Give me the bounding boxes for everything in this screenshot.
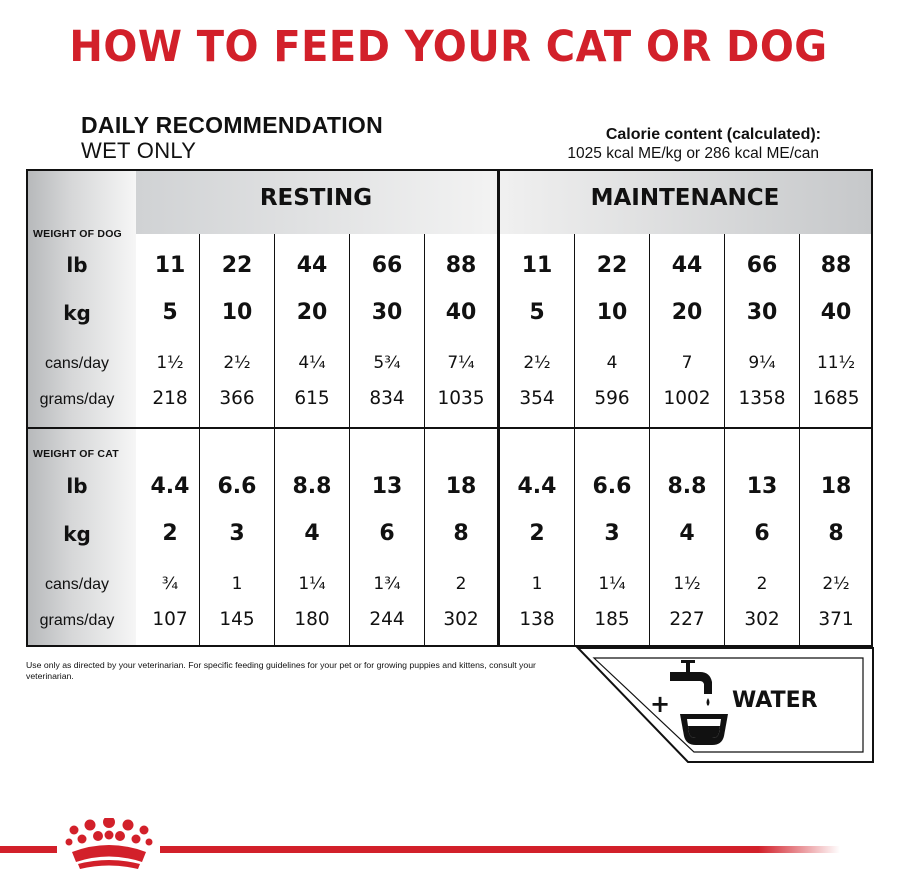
cat-grams-cell: 107 (152, 609, 188, 630)
dog-grams-cell: 354 (519, 388, 555, 409)
dog-grams-cell: 1002 (663, 388, 711, 409)
cat-kg-cell: 3 (229, 521, 245, 546)
cat-cans-cell: 1¼ (298, 574, 326, 594)
cat-grams-cell: 227 (669, 609, 705, 630)
cat-grams-cell: 138 (519, 609, 555, 630)
cat-cans-cell: 1¼ (598, 574, 626, 594)
dog-section-label: WEIGHT OF DOG (33, 228, 122, 240)
cat-cans-cell: 2½ (822, 574, 850, 594)
dog-grams-cell: 366 (219, 388, 255, 409)
dog-kg-cell: 5 (162, 300, 178, 325)
wet-only-subheading: WET ONLY (81, 138, 197, 163)
cat-grams-cell: 302 (744, 609, 780, 630)
cat-cans-cell: 1½ (673, 574, 701, 594)
dog-kg-cell: 30 (371, 300, 403, 325)
footer-red-line-right (160, 846, 840, 853)
cat-lb-cell: 6.6 (592, 474, 632, 499)
dog-grams-label: grams/day (39, 391, 115, 408)
cat-kg-cell: 6 (379, 521, 395, 546)
dog-lb-cell: 44 (296, 253, 328, 278)
dog-cans-cell: 7¼ (447, 353, 475, 373)
cat-cans-cell: 1 (231, 574, 243, 594)
cat-cans-cell: 2 (756, 574, 768, 594)
cat-kg-cell: 3 (604, 521, 620, 546)
cat-cans-cell: 1¾ (373, 574, 401, 594)
dog-cans-cell: 11½ (816, 353, 856, 373)
dog-cans-cell: 9¼ (748, 353, 776, 373)
cat-lb-cell: 6.6 (217, 474, 257, 499)
cat-cans-cell: 2 (455, 574, 467, 594)
cat-section-label: WEIGHT OF CAT (33, 448, 119, 460)
dog-lb-cell: 88 (445, 253, 477, 278)
dog-lb-cell: 66 (746, 253, 778, 278)
cat-grams-cell: 145 (219, 609, 255, 630)
calorie-content-label: Calorie content (calculated): (605, 126, 821, 143)
dog-grams-cell: 596 (594, 388, 630, 409)
cat-grams-cell: 185 (594, 609, 630, 630)
dog-cans-label: cans/day (44, 355, 110, 372)
cat-grams-cell: 371 (818, 609, 854, 630)
dog-grams-cell: 1035 (437, 388, 485, 409)
cat-lb-cell: 4.4 (517, 474, 557, 499)
dog-kg-cell: 40 (445, 300, 477, 325)
dog-kg-cell: 10 (221, 300, 253, 325)
dog-grams-cell: 615 (294, 388, 330, 409)
plus-sign: + (650, 690, 671, 718)
water-label: WATER (732, 688, 818, 713)
cat-lb-cell: 18 (445, 474, 477, 499)
dog-lb-cell: 22 (596, 253, 628, 278)
dog-cans-cell: 1½ (156, 353, 184, 373)
dog-cans-cell: 2½ (523, 353, 551, 373)
cat-kg-cell: 4 (304, 521, 320, 546)
cat-cans-cell: ¾ (161, 574, 179, 594)
dog-lb-cell: 11 (521, 253, 553, 278)
cat-grams-cell: 244 (369, 609, 405, 630)
dog-lb-cell: 44 (671, 253, 703, 278)
dog-cans-cell: 4¼ (298, 353, 326, 373)
dog-kg-cell: 20 (296, 300, 328, 325)
cat-lb-cell: 18 (820, 474, 852, 499)
page-title: HOW TO FEED YOUR CAT OR DOG (69, 22, 828, 72)
dog-lb-label: lb (66, 253, 88, 277)
dog-kg-cell: 10 (596, 300, 628, 325)
dog-grams-cell: 218 (152, 388, 188, 409)
cat-lb-cell: 4.4 (150, 474, 190, 499)
dog-kg-cell: 40 (820, 300, 852, 325)
dog-lb-cell: 66 (371, 253, 403, 278)
royal-crown-logo (58, 818, 160, 874)
dog-lb-cell: 22 (221, 253, 253, 278)
footer-red-line-left (0, 846, 57, 853)
dog-grams-cell: 1685 (812, 388, 860, 409)
dog-kg-cell: 30 (746, 300, 778, 325)
dog-grams-cell: 1358 (738, 388, 786, 409)
cat-kg-cell: 8 (453, 521, 469, 546)
cat-lb-cell: 13 (371, 474, 403, 499)
cat-kg-cell: 6 (754, 521, 770, 546)
dog-cans-cell: 5¾ (373, 353, 401, 373)
water-panel-outline (578, 648, 873, 762)
maintenance-header: MAINTENANCE (590, 185, 780, 211)
cat-kg-cell: 2 (162, 521, 178, 546)
dog-grams-cell: 834 (369, 388, 405, 409)
cat-cans-label: cans/day (44, 576, 110, 593)
dog-lb-cell: 88 (820, 253, 852, 278)
cat-lb-cell: 8.8 (292, 474, 332, 499)
resting-header: RESTING (259, 185, 373, 211)
dog-cans-cell: 2½ (223, 353, 251, 373)
cat-grams-cell: 302 (443, 609, 479, 630)
dog-kg-label: kg (63, 301, 91, 325)
cat-kg-cell: 8 (828, 521, 844, 546)
cat-grams-label: grams/day (39, 612, 115, 629)
cat-cans-cell: 1 (531, 574, 543, 594)
cat-kg-cell: 2 (529, 521, 545, 546)
cat-kg-label: kg (63, 522, 91, 546)
cat-lb-label: lb (66, 474, 88, 498)
calorie-content-values: 1025 kcal ME/kg or 286 kcal ME/can (567, 145, 819, 162)
footnote: Use only as directed by your veterinarian. For specific feeding guidelines for your pet or for growing puppies and kittens, consult your veterinarian. (26, 660, 536, 681)
cat-lb-cell: 8.8 (667, 474, 707, 499)
dog-cans-cell: 4 (606, 353, 618, 373)
dog-kg-cell: 5 (529, 300, 545, 325)
dog-kg-cell: 20 (671, 300, 703, 325)
dog-lb-cell: 11 (154, 253, 186, 278)
cat-kg-cell: 4 (679, 521, 695, 546)
dog-cans-cell: 7 (681, 353, 693, 373)
cat-grams-cell: 180 (294, 609, 330, 630)
daily-recommendation-heading: DAILY RECOMMENDATION (81, 112, 384, 138)
cat-lb-cell: 13 (746, 474, 778, 499)
